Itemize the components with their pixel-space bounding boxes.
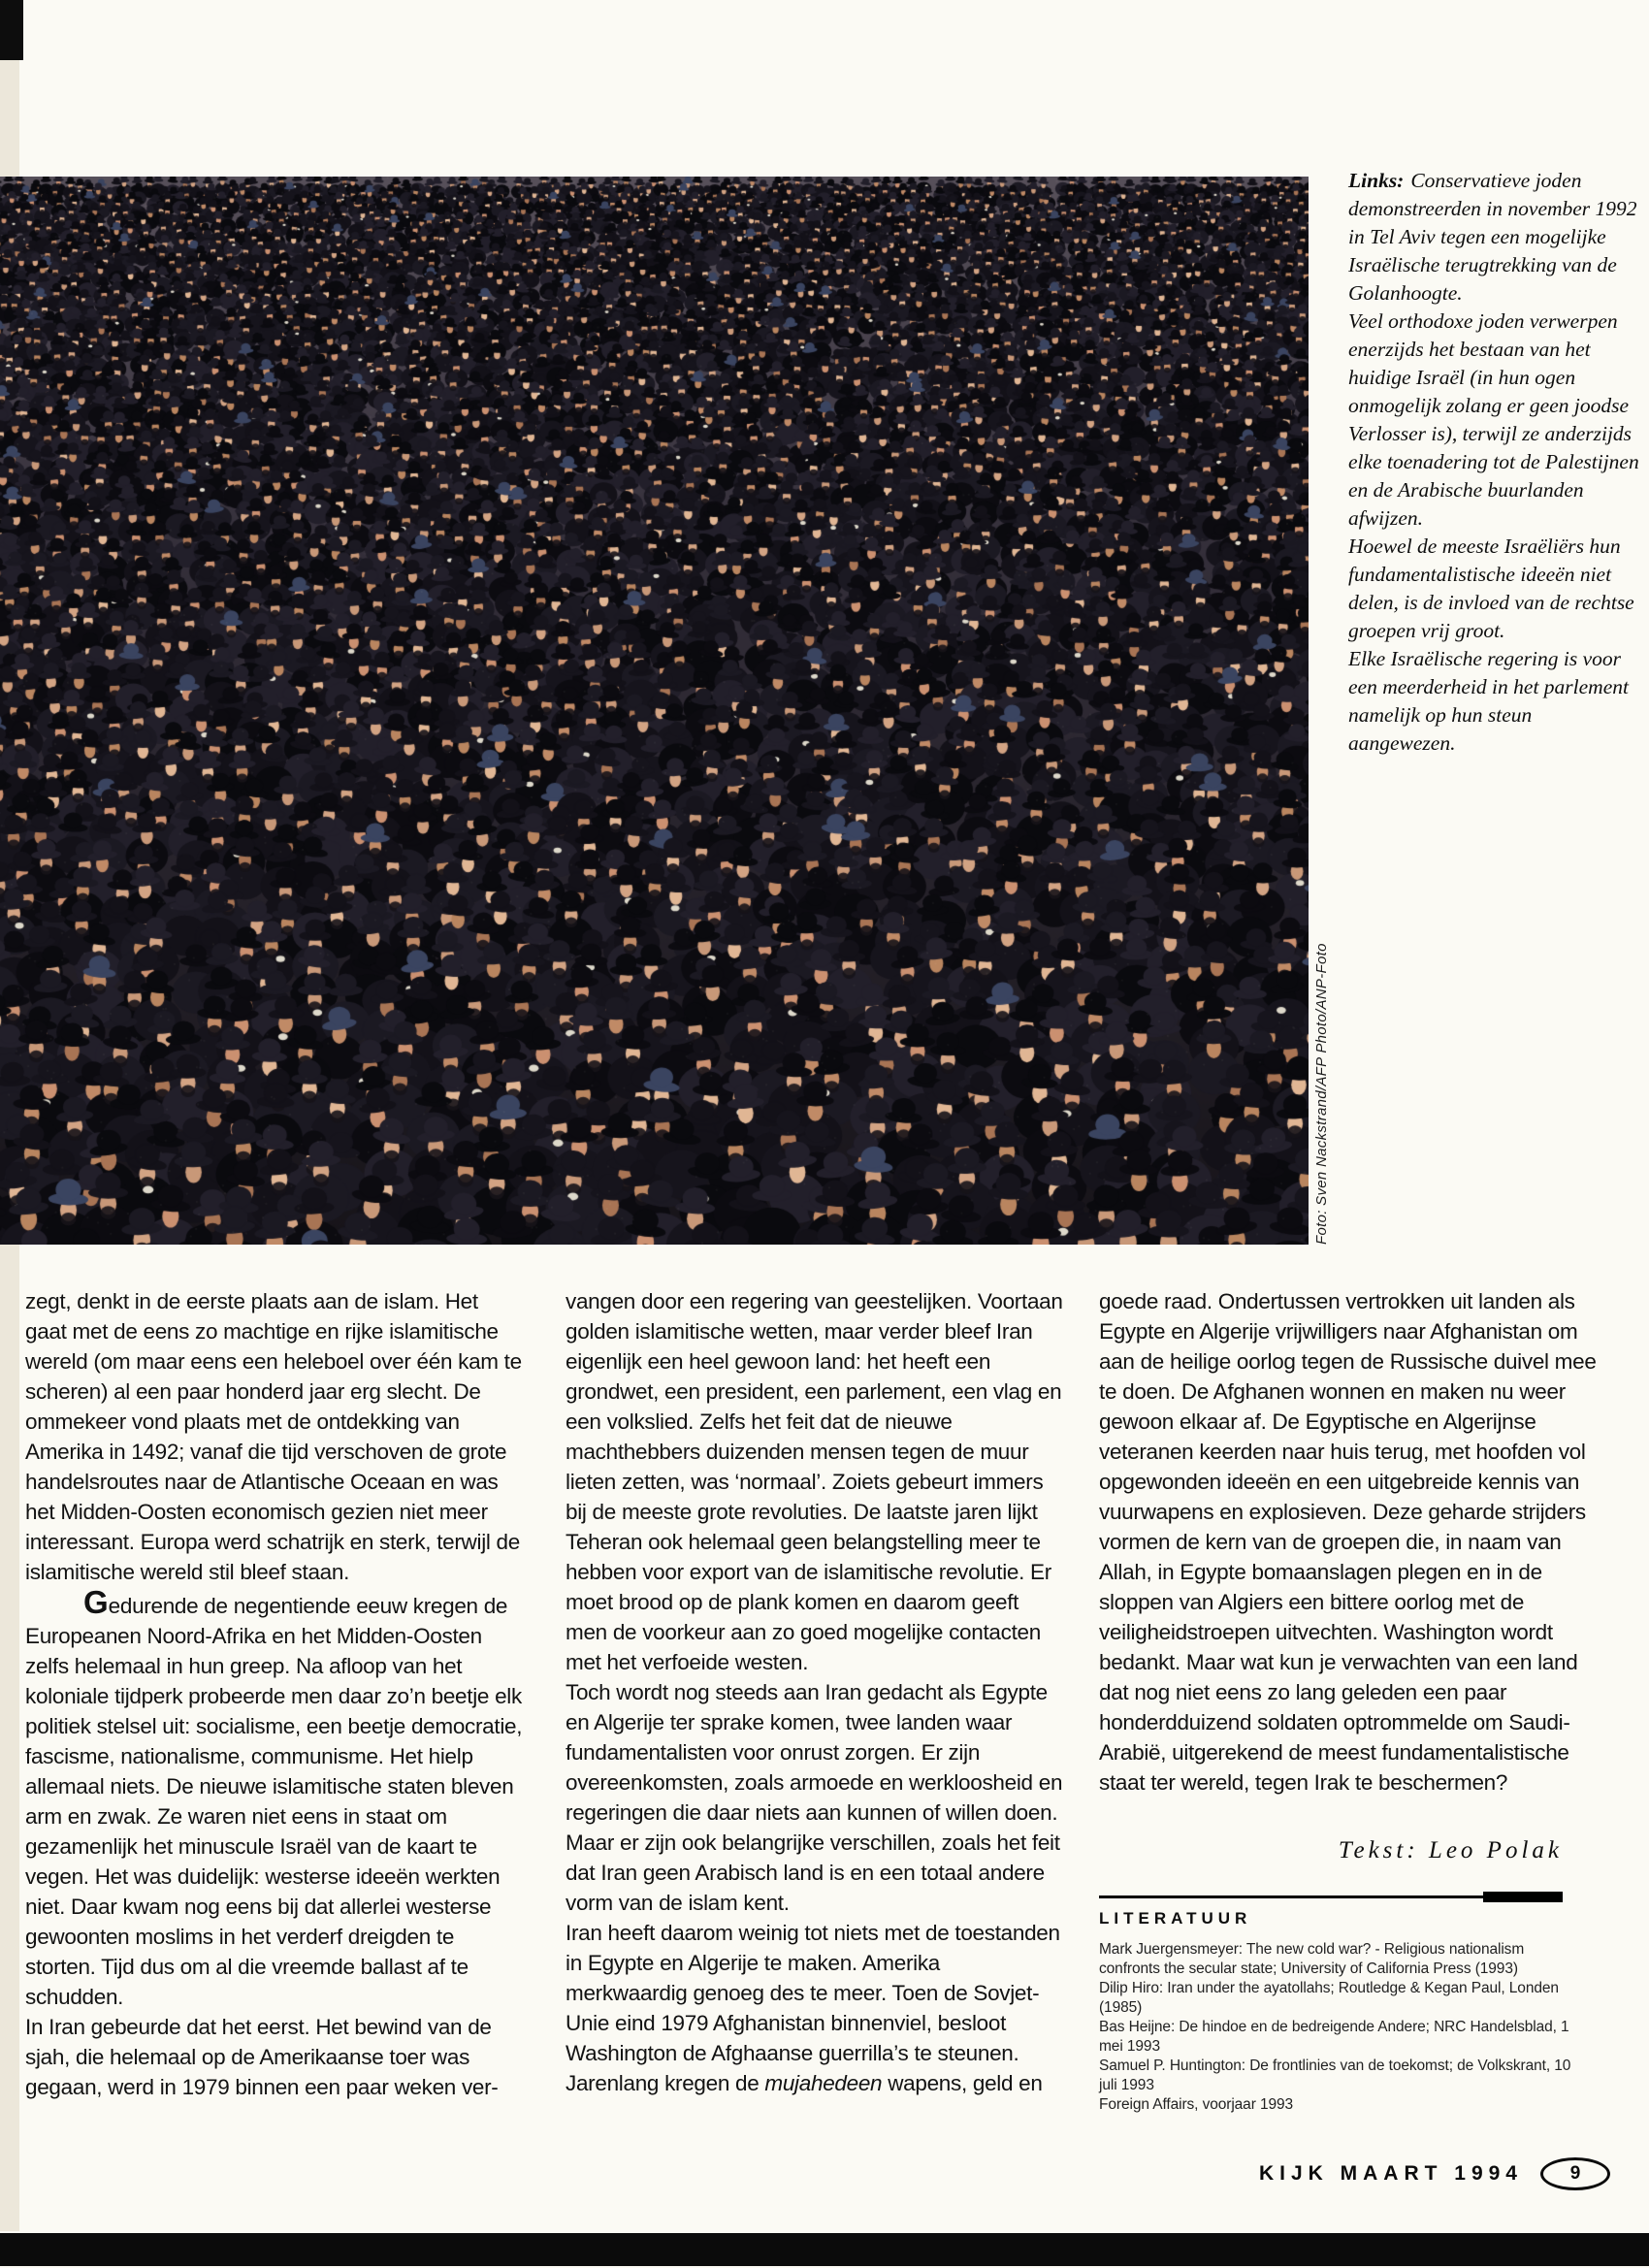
bottom-scan-bar	[0, 2233, 1649, 2266]
author-byline: Tekst: Leo Polak	[1338, 1837, 1563, 1863]
scan-corner-mark	[0, 0, 23, 60]
photo-caption	[1348, 167, 1641, 758]
article-column-2	[566, 1286, 1065, 2098]
article-paragraph: vangen door een regering van geestelijken. Voortaan golden islamitische wetten, maar verder bleef Iran eigenlijk een heel gewoon land: het heeft een grondwet, een president, een parlement, een vlag en een volkslied. Zelfs het feit dat de nieuwe machthebbers duizenden mensen tegen de muur lieten zetten, was ‘normaal’. Zoiets gebeurt immers bij de meeste grote revoluties. De laatste jaren lijkt Teheran ook helemaal geen belangstelling meer te hebben voor export van de islamitische revolutie. Er moet brood op de plank komen en daarom geeft men de voorkeur aan zo goed mogelijke contacten met het verfoeide westen.	[566, 1289, 1063, 1674]
footer-magazine-date: KIJK MAART 1994	[1258, 2162, 1523, 2185]
literature-heading: LITERATUUR	[1099, 1909, 1252, 1928]
article-paragraph	[566, 1918, 1065, 2098]
article-paragraph-text: edurende de negentiende eeuw kregen de Europeanen Noord-Afrika en het Midden-Oosten zelfs helemaal in hun greep. Na afloop van het koloniale tijdperk probeerde men daar zo’n beetje elk politiek stelsel uit: socialisme, een beetje democratie, fascisme, nationalisme, communisme. Het hielp allemaal niets. De nieuwe islamitische staten bleven arm en zwak. Ze waren niet eens in staat om gezamenlijk het minuscule Israël van de kaart te vegen. Het was duidelijk: westerse ideeën werkten niet. Daar kwam nog eens bij dat allerlei westerse gewoonten moslims in het verderf dreigden te storten. Tijd dus om al die vreemde ballast af te schudden.	[25, 1594, 523, 2009]
photo-credit: Foto: Sven Nackstrand/AFP Photo/ANP-Foto	[1313, 943, 1330, 1245]
page-footer	[1259, 2157, 1610, 2190]
section-divider-rule	[1099, 1895, 1563, 1898]
page-number-badge: 9	[1540, 2157, 1610, 2190]
crowd-photo	[0, 177, 1309, 1245]
article-paragraph: In Iran gebeurde dat het eerst. Het bewind van de sjah, die helemaal op de Amerikaanse toer was gegaan, werd in 1979 binnen een paar weken ver-	[25, 2015, 499, 2099]
literature-entry: Samuel P. Huntington: De frontlinies van de toekomst; de Volkskrant, 10 juli 1993	[1099, 2057, 1571, 2093]
literature-section	[1099, 1909, 1589, 2115]
literature-entry: Mark Juergensmeyer: The new cold war? - Religious nationalism confronts the secular state; University of California Press (1993)	[1099, 1941, 1525, 1977]
article-paragraph: zegt, denkt in de eerste plaats aan de islam. Het gaat met de eens zo machtige en rijke islamitische wereld (om maar eens een heleboel over één kam te scheren) al een paar honderd jaar erg slecht. De ommekeer vond plaats met de ontdekking van Amerika in 1492; vanaf die tijd verschoven de grote handelsroutes naar de Atlantische Oceaan en was het Midden-Oosten economisch gezien niet meer interessant. Europa werd schatrijk en sterk, terwijl de islamitische wereld stil bleef staan.	[25, 1289, 522, 1584]
article-column-1	[25, 1286, 525, 2102]
article-paragraph-text: wapens, geld en	[882, 2071, 1043, 2095]
literature-entry: Bas Heijne: De hindoe en de bedreigende Andere; NRC Handelsblad, 1 mei 1993	[1099, 2019, 1569, 2055]
article-column-3	[1099, 1286, 1599, 1798]
caption-lead: Links:	[1348, 169, 1405, 192]
article-paragraph: Toch wordt nog steeds aan Iran gedacht als Egypte en Algerije ter sprake komen, twee landen waar fundamentalisten voor onrust zorgen. Er zijn overeenkomsten, zoals armoede en werkloosheid en regeringen die daar niets aan kunnen of willen doen. Maar er zijn ook belangrijke verschillen, zoals het feit dat Iran geen Arabisch land is en een totaal andere vorm van de islam kent.	[566, 1680, 1063, 1915]
crowd-photo-image	[0, 177, 1309, 1245]
article-paragraph	[25, 1584, 525, 2012]
italic-term: mujahedeen	[764, 2071, 883, 2095]
bold-initial-cap: G	[83, 1584, 109, 1620]
article-paragraph: goede raad. Ondertussen vertrokken uit landen als Egypte en Algerije vrijwilligers naar Afghanistan om aan de heilige oorlog tegen de Russische duivel mee te doen. De Afghanen wonnen en maken nu weer gewoon elkaar af. De Egyptische en Algerijnse veteranen keerden naar huis terug, met hoofden vol opgewonden ideeën en een uitgebreide kennis van vuurwapens en explosieven. Deze geharde strijders vormen de kern van de groepen die, in naam van Allah, in Egypte bomaanslagen plegen en in de sloppen van Algiers een bittere oorlog met de veiligheidstroepen uitvechten. Washington wordt bedankt. Maar wat kun je verwachten van een land dat nog niet eens zo lang geleden een paar honderdduizend soldaten optrommelde om Saudi-Arabië, uitgerekend de meest fundamentalistische staat ter wereld, tegen Irak te beschermen?	[1099, 1289, 1597, 1795]
caption-paragraph	[1348, 167, 1641, 308]
article-paragraph-text: Iran heeft daarom weinig tot niets met de toestanden in Egypte en Algerije te maken. Amerika merkwaardig genoeg des te meer. Toen de Sovjet-Unie eind 1979 Afghanistan binnenviel, besloot Washington de Afghaanse guerrilla’s te steunen. Jarenlang kregen de	[566, 1921, 1060, 2095]
rule-end-block	[1483, 1892, 1563, 1902]
caption-paragraph: Hoewel de meeste Israëliërs hun fundamentalistische ideeën niet delen, is de invloed van de rechtse groepen vrij groot.	[1348, 535, 1634, 642]
literature-entry: Dilip Hiro: Iran under the ayatollahs; Routledge & Kegan Paul, Londen (1985)	[1099, 1980, 1559, 2016]
caption-paragraph: Elke Israëlische regering is voor een meerderheid in het parlement namelijk op hun steun aangewezen.	[1348, 647, 1629, 755]
caption-paragraph: Veel orthodoxe joden verwerpen enerzijds het bestaan van het huidige Israël (in hun ogen onmogelijk zolang er geen joodse Verlosser is), terwijl ze anderzijds elke toenadering tot de Palestijnen en de Arabische buurlanden afwijzen.	[1348, 309, 1639, 530]
caption-text: Conservatieve joden demonstreerden in november 1992 in Tel Aviv tegen een mogelijke Israëlische terugtrekking van de Golanhoogte.	[1348, 169, 1637, 305]
literature-entry: Foreign Affairs, voorjaar 1993	[1099, 2096, 1294, 2113]
